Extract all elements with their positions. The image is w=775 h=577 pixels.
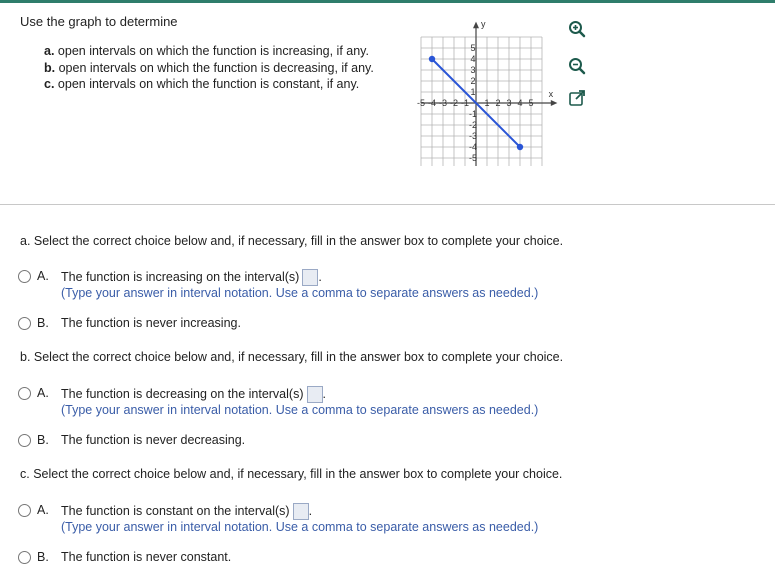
x-axis-label: x (548, 89, 554, 99)
zoom-in-icon (568, 20, 586, 38)
x-tick-label: -2 (449, 98, 459, 108)
answer-input-box[interactable] (307, 386, 323, 403)
open-graph-button[interactable] (565, 87, 589, 109)
y-tick-label: -4 (468, 142, 478, 152)
section-c-choice-b[interactable] (18, 550, 231, 564)
x-tick-label: -1 (460, 98, 470, 108)
y-tick-label: 5 (470, 43, 476, 53)
zoom-in-button[interactable] (565, 18, 589, 40)
task-item (44, 76, 374, 93)
section-c-heading: c. Select the correct choice below and, if necessary, fill in the answer box to complete your choice. (20, 467, 563, 481)
y-tick-label: 2 (470, 76, 476, 86)
choice-text: The function is never constant. (61, 550, 232, 564)
y-tick-label: -3 (468, 131, 478, 141)
choice-letter: A. (37, 269, 49, 283)
radio-button[interactable] (18, 270, 31, 283)
task-text: open intervals on which the function is decreasing, if any. (58, 60, 374, 75)
y-tick-label: -1 (468, 109, 478, 119)
radio-button[interactable] (18, 504, 31, 517)
section-c-choice-a[interactable] (18, 503, 538, 534)
section-b-heading: b. Select the correct choice below and, if necessary, fill in the answer box to complete your choice. (20, 350, 564, 364)
task-list (44, 43, 374, 93)
x-tick-label: 3 (506, 98, 512, 108)
choice-punct: . (308, 503, 313, 518)
section-a-choice-b[interactable] (18, 316, 241, 330)
segment-end-point (517, 144, 523, 150)
task-item (44, 43, 374, 60)
choice-body (61, 386, 538, 417)
task-text: open intervals on which the function is increasing, if any. (57, 44, 369, 58)
section-a-choice-a[interactable] (18, 269, 538, 300)
external-link-icon (568, 89, 586, 107)
choice-letter: B. (37, 316, 49, 330)
choice-hint: (Type your answer in interval notation. Use a comma to separate answers as needed.) (61, 520, 539, 534)
x-tick-label: -3 (438, 98, 448, 108)
choice-hint: (Type your answer in interval notation. Use a comma to separate answers as needed.) (61, 286, 539, 300)
x-axis-arrow (551, 100, 558, 106)
task-label: a. (44, 44, 55, 58)
function-graph (416, 16, 566, 166)
x-tick-label: 2 (495, 98, 501, 108)
choice-body (61, 269, 538, 300)
task-label: c. (44, 77, 55, 91)
graph-axes (421, 22, 557, 166)
top-accent-bar (0, 0, 775, 3)
section-divider (0, 204, 775, 205)
y-tick-label: -2 (468, 120, 478, 130)
x-tick-label: 4 (517, 98, 523, 108)
segment-start-point (429, 56, 435, 62)
choice-text: The function is never increasing. (61, 316, 241, 330)
zoom-out-button[interactable] (565, 55, 589, 77)
question-prompt: Use the graph to determine (20, 14, 178, 29)
x-tick-label: 1 (484, 98, 490, 108)
choice-letter: B. (37, 433, 49, 447)
x-tick-label: -4 (427, 98, 437, 108)
radio-button[interactable] (18, 387, 31, 400)
choice-text: The function is decreasing on the interval(s) (61, 386, 304, 401)
task-label: b. (44, 60, 56, 75)
radio-button[interactable] (18, 317, 31, 330)
y-tick-label: 1 (470, 87, 476, 97)
y-tick-label: 4 (470, 54, 476, 64)
y-axis-arrow (473, 22, 479, 29)
y-tick-label: -5 (468, 153, 478, 163)
choice-body (61, 503, 538, 534)
section-b-choice-a[interactable] (18, 386, 538, 417)
choice-text: The function is never decreasing. (61, 433, 246, 447)
radio-button[interactable] (18, 434, 31, 447)
answer-input-box[interactable] (302, 269, 318, 286)
y-axis-label: y (481, 19, 486, 30)
section-a-heading: a. Select the correct choice below and, if necessary, fill in the answer box to complete your choice. (20, 234, 564, 248)
choice-letter: A. (37, 386, 49, 400)
choice-text: The function is increasing on the interval(s) (61, 269, 300, 284)
choice-text: The function is constant on the interval(s) (61, 503, 290, 518)
answer-input-box[interactable] (293, 503, 309, 520)
task-item (44, 60, 374, 77)
choice-hint: (Type your answer in interval notation. Use a comma to separate answers as needed.) (61, 403, 539, 417)
choice-punct: . (322, 386, 326, 401)
radio-button[interactable] (18, 551, 31, 564)
section-b-choice-b[interactable] (18, 433, 245, 447)
zoom-out-icon (568, 57, 586, 75)
choice-letter: A. (37, 503, 49, 517)
x-tick-label: 5 (528, 98, 534, 108)
x-tick-label: -5 (416, 98, 426, 108)
y-tick-label: 3 (470, 65, 476, 75)
task-text: open intervals on which the function is constant, if any. (57, 77, 360, 91)
choice-punct: . (318, 269, 322, 284)
choice-letter: B. (37, 550, 49, 564)
